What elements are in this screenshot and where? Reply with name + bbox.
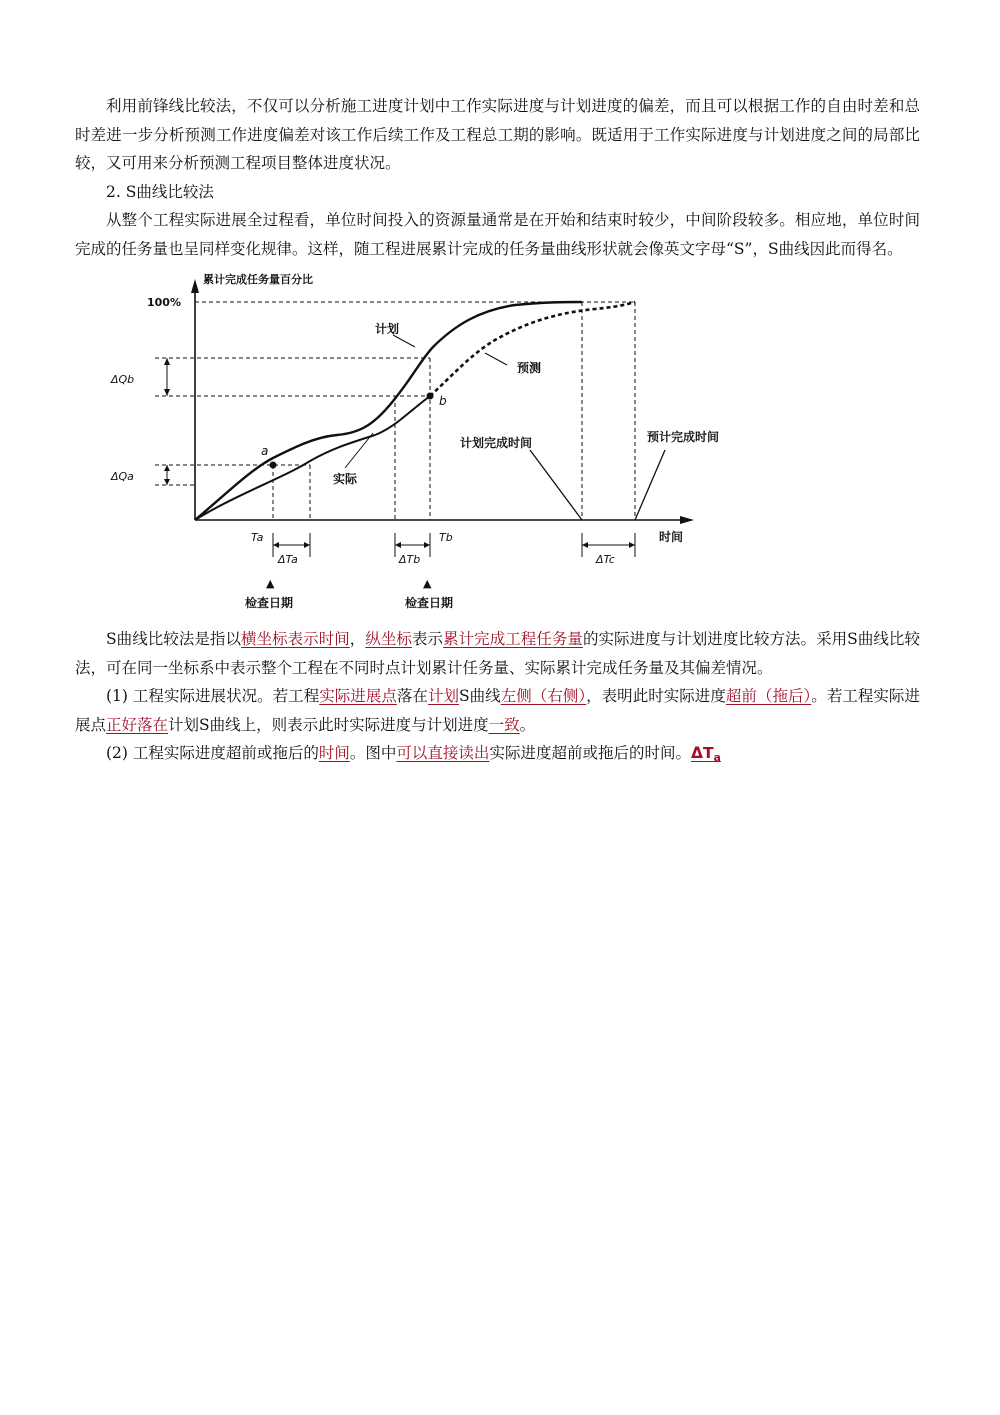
paragraph-s-curve-definition bbox=[75, 625, 920, 682]
document-page bbox=[75, 92, 920, 773]
check-date-triangle-1: ▲ bbox=[266, 577, 275, 590]
label-forecast: 预测 bbox=[517, 361, 542, 375]
text-run: (2) 工程实际进度超前或拖后的 bbox=[106, 744, 319, 762]
section-heading-s-curve: 2. S曲线比较法 bbox=[106, 182, 214, 201]
paragraph-s-curve-intro: 从整个工程实际进展全过程看，单位时间投入的资源量通常是在开始和结束时较少，中间阶段较多。相应地，单位时间完成的任务量也呈同样变化规律。这样，随工程进展累计完成的任务量曲线形状就会像英文字母“S”，S曲线因此而得名。 bbox=[75, 211, 920, 258]
y-axis-title: 累计完成任务量百分比 bbox=[203, 273, 313, 286]
highlight-exactly-on: 正好落在 bbox=[106, 715, 169, 734]
y-axis-arrow bbox=[191, 279, 199, 293]
label-dt-c: ΔTc bbox=[596, 553, 615, 566]
label-plan: 计划 bbox=[375, 322, 400, 336]
highlight-consistent: 一致 bbox=[488, 715, 520, 734]
highlight-plan: 计划 bbox=[427, 687, 459, 705]
text-run: 表示 bbox=[411, 630, 444, 648]
x-axis-arrow bbox=[680, 516, 694, 524]
label-check-date-2: 检查日期 bbox=[405, 596, 454, 610]
text-run: S曲线 bbox=[459, 687, 501, 705]
text-run: S曲线比较法是指以 bbox=[106, 630, 241, 648]
label-t-a: Ta bbox=[251, 531, 264, 544]
highlight-delta-ta bbox=[691, 744, 721, 762]
text-run: 计划S曲线上，则表示此时实际进度与计划进度 bbox=[168, 715, 489, 734]
highlight-ahead-behind: 超前（拖后） bbox=[725, 687, 812, 705]
text-run: 实际进度超前或拖后的时间。 bbox=[489, 744, 691, 762]
label-dq-a: ΔQa bbox=[111, 470, 134, 483]
highlight-read-directly: 可以直接读出 bbox=[396, 744, 490, 762]
label-actual: 实际 bbox=[333, 472, 358, 486]
label-point-b: b bbox=[439, 394, 447, 408]
paragraph-progress-time bbox=[75, 739, 920, 773]
delta-t-subscript: a bbox=[713, 751, 721, 764]
label-check-date-1: 检查日期 bbox=[245, 596, 294, 610]
label-forecast-finish: 预计完成时间 bbox=[647, 430, 720, 444]
highlight-cumulative-task: 累计完成工程任务量 bbox=[443, 630, 583, 648]
point-b-marker bbox=[427, 393, 434, 400]
paragraph-progress-status bbox=[75, 682, 920, 739]
text-run: 。 bbox=[519, 715, 536, 734]
text-run: ， bbox=[349, 630, 366, 648]
text-run: ，表明此时实际进度 bbox=[586, 687, 726, 705]
text-run: 落在 bbox=[396, 687, 428, 705]
forecast-curve bbox=[430, 302, 635, 396]
x-axis-title: 时间 bbox=[659, 530, 684, 544]
s-curve-diagram bbox=[75, 265, 920, 625]
forecast-finish-pointer bbox=[635, 450, 665, 520]
y-tick-100: 100% bbox=[147, 296, 181, 309]
text-run: 。图中 bbox=[349, 744, 397, 762]
paragraph-forward-line: 利用前锋线比较法，不仅可以分析施工进度计划中工作实际进度与计划进度的偏差，而且可以根据工作的自由时差和总时差进一步分析预测工作进度偏差对该工作后续工作及工程总工期的影响。既适用于工作实际进度与计划进度之间的局部比较，又可用来分析预测工程项目整体进度状况。 bbox=[75, 97, 920, 172]
highlight-time: 时间 bbox=[318, 744, 350, 762]
label-plan-finish: 计划完成时间 bbox=[460, 436, 533, 450]
label-point-a: a bbox=[261, 444, 269, 458]
text-run: (1) 工程实际进展状况。若工程 bbox=[106, 687, 320, 705]
highlight-x-axis-time: 横坐标表示时间 bbox=[241, 630, 350, 648]
label-dt-b: ΔTb bbox=[399, 553, 421, 566]
plan-finish-pointer bbox=[530, 450, 582, 520]
text-run: 。若工程实际进展点 bbox=[75, 687, 920, 734]
label-dt-a: ΔTa bbox=[278, 553, 298, 566]
s-curve-figure bbox=[75, 265, 920, 625]
highlight-y-axis: 纵坐标 bbox=[365, 630, 412, 648]
text-run: 的实际进度与计划进度比较方法。采用S曲线比较法，可在同一坐标系中表示整个工程在不同时点计划累计任务量、实际累计完成任务量及其偏差情况。 bbox=[75, 630, 920, 677]
highlight-left-right: 左侧（右侧） bbox=[500, 687, 587, 705]
highlight-actual-point: 实际进展点 bbox=[319, 687, 397, 705]
delta-t-text: ΔT bbox=[690, 744, 714, 762]
label-dq-b: ΔQb bbox=[111, 373, 135, 386]
check-date-triangle-2: ▲ bbox=[423, 577, 432, 590]
point-a-marker bbox=[270, 462, 277, 469]
label-t-b: Tb bbox=[439, 531, 453, 544]
